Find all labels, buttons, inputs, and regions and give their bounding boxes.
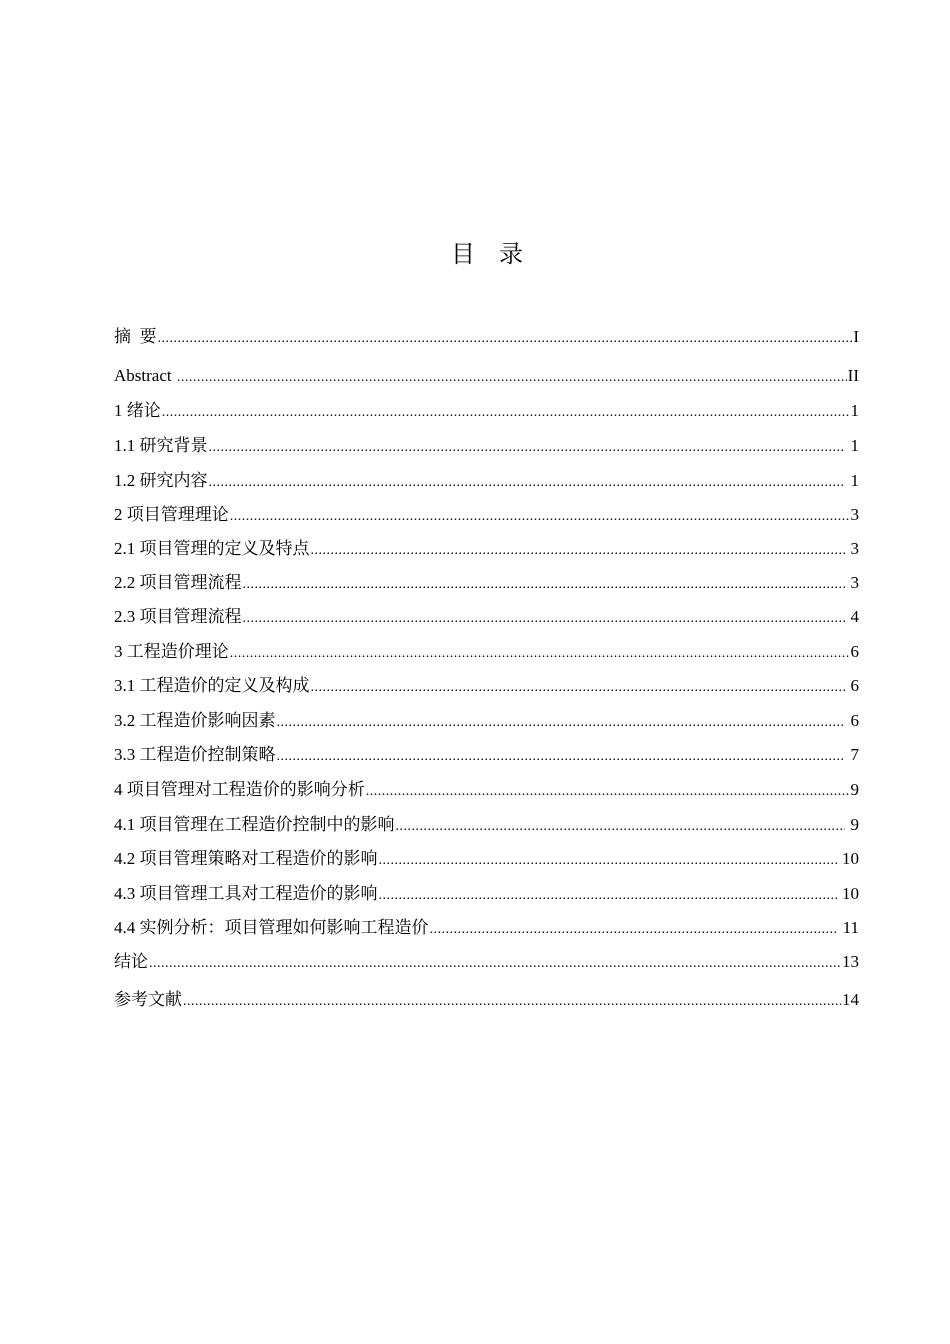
toc-entry[interactable] <box>114 710 859 732</box>
toc-entry[interactable] <box>114 435 859 457</box>
toc-leader-dots <box>177 367 847 389</box>
toc-leader-dots <box>430 919 838 941</box>
toc-entry[interactable] <box>114 606 859 628</box>
toc-leader-dots <box>277 746 846 768</box>
toc-entry-page: 6 <box>846 711 859 730</box>
toc-entry[interactable] <box>114 675 859 697</box>
toc-entry[interactable] <box>114 779 859 801</box>
toc-entry-page: 6 <box>850 642 859 661</box>
toc-entry[interactable] <box>114 400 859 422</box>
toc-entry-label: 4.4 实例分析：项目管理如何影响工程造价 <box>114 918 429 937</box>
toc-entry-label: 4.2 项目管理策略对工程造价的影响 <box>114 849 378 868</box>
toc-entry-page: 7 <box>846 745 859 764</box>
toc-leader-dots <box>379 850 837 872</box>
toc-leader-dots <box>243 608 846 630</box>
toc-entry[interactable] <box>114 572 859 594</box>
toc-entry[interactable] <box>114 848 859 870</box>
toc-entry[interactable] <box>114 951 859 973</box>
toc-entry-page: 9 <box>846 815 859 834</box>
toc-entry-page: 1 <box>846 471 859 490</box>
toc-leader-dots <box>311 677 846 699</box>
toc-entry-page: 1 <box>850 401 859 420</box>
toc-entry-page: 9 <box>850 780 859 799</box>
toc-title <box>0 234 950 269</box>
toc-entry-page: 1 <box>846 436 859 455</box>
toc-entry[interactable] <box>114 470 859 492</box>
toc-entry-page: I <box>853 327 859 346</box>
title-char-2: 录 <box>499 240 523 268</box>
toc-entry[interactable] <box>114 365 859 387</box>
toc-entry-page: 13 <box>842 952 859 971</box>
toc-entry-page: 3 <box>850 505 859 524</box>
toc-entry-label: 1.2 研究内容 <box>114 471 208 490</box>
toc-entry-page: 10 <box>837 884 859 903</box>
toc-entry-page: 14 <box>842 990 859 1009</box>
toc-leader-dots <box>379 885 837 907</box>
toc-entry-label: 1.1 研究背景 <box>114 436 208 455</box>
title-char-1: 目 <box>451 240 475 268</box>
toc-entry[interactable] <box>114 538 859 560</box>
toc-entry-label: 2.2 项目管理流程 <box>114 573 242 592</box>
toc-entry-label: 1 绪论 <box>114 401 161 420</box>
toc-entry-label: 参考文献 <box>114 990 182 1009</box>
toc-leader-dots <box>277 712 846 734</box>
toc-entry-label: 摘 要 <box>114 327 157 346</box>
toc-leader-dots <box>162 402 850 424</box>
toc-entry-page: 11 <box>838 918 859 937</box>
toc-entry[interactable] <box>114 744 859 766</box>
toc-entry-page: 3 <box>846 539 859 558</box>
toc-leader-dots <box>230 643 850 665</box>
toc-entry-label: Abstract <box>114 366 176 385</box>
toc-entry-label: 3.3 工程造价控制策略 <box>114 745 276 764</box>
toc-leader-dots <box>149 953 841 975</box>
toc-entry-label: 3.1 工程造价的定义及构成 <box>114 676 310 695</box>
toc-entry-label: 2.3 项目管理流程 <box>114 607 242 626</box>
toc-leader-dots <box>183 991 841 1013</box>
toc-entry[interactable] <box>114 504 859 526</box>
toc-entry-label: 2.1 项目管理的定义及特点 <box>114 539 310 558</box>
toc-leader-dots <box>366 781 850 803</box>
toc-entry-page: 10 <box>837 849 859 868</box>
toc-entry-page: 6 <box>846 676 859 695</box>
toc-entry[interactable] <box>114 326 859 348</box>
toc-entry[interactable] <box>114 814 859 836</box>
toc-entry-label: 结论 <box>114 952 148 971</box>
toc-leader-dots <box>396 816 846 838</box>
toc-entry-label: 2 项目管理理论 <box>114 505 229 524</box>
toc-entry[interactable] <box>114 989 859 1011</box>
toc-leader-dots <box>230 506 850 528</box>
toc-entry-page: 4 <box>846 607 859 626</box>
toc-entry-label: 4.3 项目管理工具对工程造价的影响 <box>114 884 378 903</box>
toc-leader-dots <box>158 328 853 350</box>
toc-leader-dots <box>209 472 846 494</box>
toc-entry-page: II <box>847 366 859 385</box>
toc-entry[interactable] <box>114 883 859 905</box>
toc-entry[interactable] <box>114 917 859 939</box>
toc-entry-label: 3.2 工程造价影响因素 <box>114 711 276 730</box>
toc-entry[interactable] <box>114 641 859 663</box>
toc-entry-label: 3 工程造价理论 <box>114 642 229 661</box>
toc-leader-dots <box>243 574 846 596</box>
toc-leader-dots <box>311 540 846 562</box>
toc-entry-label: 4.1 项目管理在工程造价控制中的影响 <box>114 815 395 834</box>
toc-leader-dots <box>209 437 846 459</box>
toc-entry-label: 4 项目管理对工程造价的影响分析 <box>114 780 365 799</box>
toc-entry-page: 3 <box>846 573 859 592</box>
